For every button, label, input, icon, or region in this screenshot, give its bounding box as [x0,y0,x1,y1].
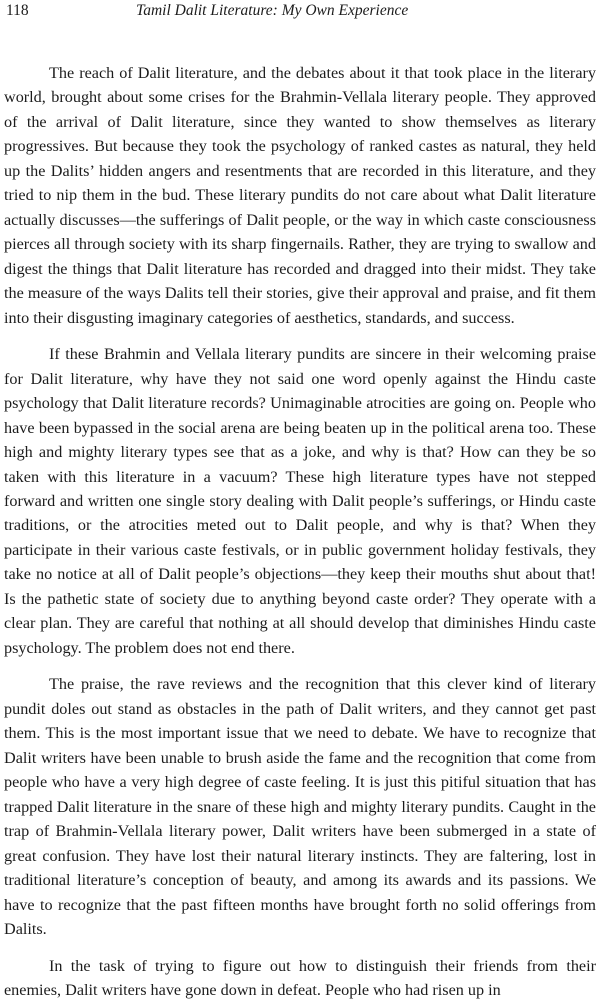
body-text [4,61,596,1003]
page-number: 118 [6,2,29,19]
paragraph-2: If these Brahmin and Vellala literary pundits are sincere in their welcoming praise for Dalit literature, why have they not said one word openly against the Hindu caste psychology that Dalit literature records? Unimaginable atrocities are going on. People who have been bypassed in the social arena are being beaten up in the political arena too. These high and mighty literary types see that as a joke, and why is that? How can they be so taken with this literature in a vacuum? These high literature types have not stepped forward and written one single story dealing with Dalit people’s sufferings, or Hindu caste traditions, or the atrocities meted out to Dalit people, and why is that? When they participate in their various caste festivals, or in public government holiday festivals, they take no notice at all of Dalit people’s objections—they keep their mouths shut about that! Is the pathetic state of society due to anything beyond caste order? They operate with a clear plan. They are careful that nothing at all should develop that diminishes Hindu caste psychology. The problem does not end there. [4,345,596,657]
running-title: Tamil Dalit Literature: My Own Experience [136,2,409,19]
paragraph-3: The praise, the rave reviews and the recognition that this clever kind of literary pundit doles out stand as obstacles in the path of Dalit writers, and they cannot get past them. This is the most important issue that we need to debate. We have to recognize that Dalit writers have been unable to brush aside the fame and the recognition that come from people who have a very high degree of caste feeling. It is just this pitiful situation that has trapped Dalit literature in the snare of these high and mighty literary pundits. Caught in the trap of Brahmin-Vellala literary power, Dalit writers have been submerged in a state of great confusion. They have lost their natural literary instincts. They are faltering, lost in traditional literature’s conception of beauty, and among its awards and its passions. We have to recognize that the past fifteen months have brought forth no solid offerings from Dalits. [4,675,596,938]
paragraph-1: The reach of Dalit literature, and the debates about it that took place in the literary world, brought about some crises for the Brahmin-Vellala literary people. They approved of the arrival of Dalit literature, since they wanted to show themselves as literary progressives. But because they took the psychology of ranked castes as natural, they held up the Dalits’ hidden angers and resentments that are recorded in this literature, and they tried to nip them in the bud. These literary pundits do not care about what Dalit literature actually discusses—the sufferings of Dalit people, or the way in which caste consciousness pierces all through society with its sharp fingernails. Rather, they are trying to swallow and digest the things that Dalit literature has recorded and dragged into their midst. They take the measure of the ways Dalits tell their stories, give their approval and praise, and fit them into their disgusting imaginary categories of aesthetics, standards, and success. [4,64,596,327]
running-header [4,1,596,21]
paragraph-4: In the task of trying to figure out how to distinguish their friends from their enemies, Dalit writers have gone down in defeat. People who had risen up in [4,956,596,1000]
